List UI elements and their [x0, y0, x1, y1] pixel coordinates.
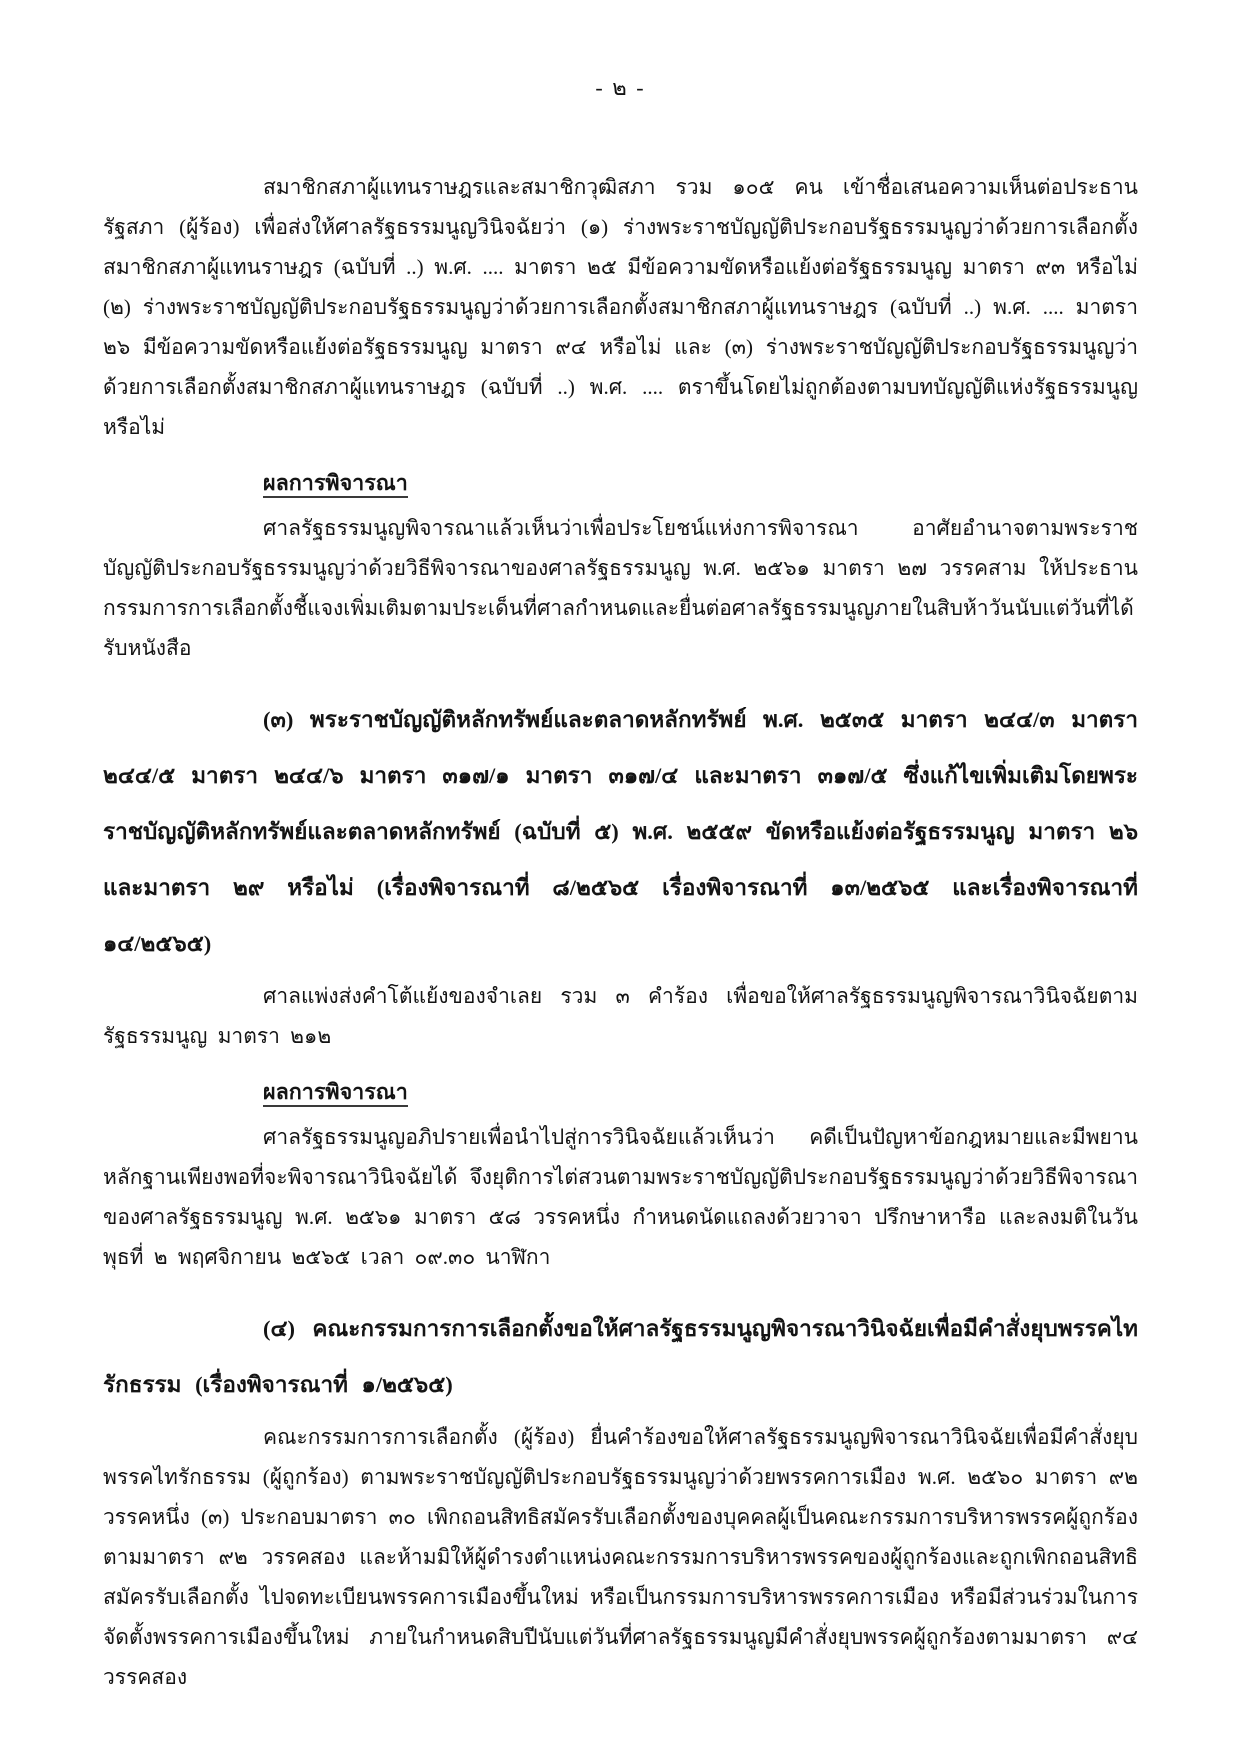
result-heading-row-1	[263, 463, 1138, 506]
result-heading-row-2	[263, 1072, 1138, 1115]
section-4-heading: (๔) คณะกรรมการการเลือกตั้งขอให้ศาลรัฐธรรมนูญพิจารณาวินิจฉัยเพื่อมีคำสั่งยุบพรรคไทรักธรรม (เรื่องพิจารณาที่ ๑/๒๕๖๕)	[103, 1316, 1138, 1397]
paragraph-civil-court: ศาลแพ่งส่งคำโต้แย้งของจำเลย รวม ๓ คำร้อง เพื่อขอให้ศาลรัฐธรรมนูญพิจารณาวินิจฉัยตามรัฐธรรมนูญ มาตรา ๒๑๒	[103, 984, 1138, 1048]
paragraph-result-1: ศาลรัฐธรรมนูญพิจารณาแล้วเห็นว่าเพื่อประโยชน์แห่งการพิจารณา อาศัยอำนาจตามพระราชบัญญัติประกอบรัฐธรรมนูญว่าด้วยวิธีพิจารณาของศาลรัฐธรรมนูญ พ.ศ. ๒๕๖๑ มาตรา ๒๗ วรรคสาม ให้ประธานกรรมการการเลือกตั้งชี้แจงเพิ่มเติมตามประเด็นที่ศาลกำหนดและยื่นต่อศาลรัฐธรรมนูญภายในสิบห้าวันนับแต่วันที่ได้รับหนังสือ	[103, 516, 1138, 660]
paragraph-party-dissolution: คณะกรรมการการเลือกตั้ง (ผู้ร้อง) ยื่นคำร้องขอให้ศาลรัฐธรรมนูญพิจารณาวินิจฉัยเพื่อมีคำสั่งยุบพรรคไทรักธรรม (ผู้ถูกร้อง) ตามพระราชบัญญัติประกอบรัฐธรรมนูญว่าด้วยพรรคการเมือง พ.ศ. ๒๕๖๐ มาตรา ๙๒ วรรคหนึ่ง (๓) ประกอบมาตรา ๓๐ เพิกถอนสิทธิสมัครรับเลือกตั้งของบุคคลผู้เป็นคณะกรรมการบริหารพรรคผู้ถูกร้องตามมาตรา ๙๒ วรรคสอง และห้ามมิให้ผู้ดำรงตำแหน่งคณะกรรมการบริหารพรรคของผู้ถูกร้องและถูกเพิกถอนสิทธิสมัครรับเลือกตั้ง ไปจดทะเบียนพรรคการเมืองขึ้นใหม่ หรือเป็นกรรมการบริหารพรรคการเมือง หรือมีส่วนร่วมในการจัดตั้งพรรคการเมืองขึ้นใหม่ ภายในกำหนดสิบปีนับแต่วันที่ศาลรัฐธรรมนูญมีคำสั่งยุบพรรคผู้ถูกร้องตามมาตรา ๙๔ วรรคสอง	[103, 1425, 1138, 1689]
section-3-heading: (๓) พระราชบัญญัติหลักทรัพย์และตลาดหลักทรัพย์ พ.ศ. ๒๕๓๕ มาตรา ๒๔๔/๓ มาตรา ๒๔๔/๕ มาตรา ๒๔๔/๖ มาตรา ๓๑๗/๑ มาตรา ๓๑๗/๔ และมาตรา ๓๑๗/๕ ซึ่งแก้ไขเพิ่มเติมโดยพระราชบัญญัติหลักทรัพย์และตลาดหลักทรัพย์ (ฉบับที่ ๕) พ.ศ. ๒๕๕๙ ขัดหรือแย้งต่อรัฐธรรมนูญ มาตรา ๒๖ และมาตรา ๒๙ หรือไม่ (เรื่องพิจารณาที่ ๘/๒๕๖๕ เรื่องพิจารณาที่ ๑๓/๒๕๖๕ และเรื่องพิจารณาที่ ๑๔/๒๕๖๕)	[103, 707, 1138, 956]
paragraph-petition-summary: สมาชิกสภาผู้แทนราษฎรและสมาชิกวุฒิสภา รวม ๑๐๕ คน เข้าชื่อเสนอความเห็นต่อประธานรัฐสภา (ผู้ร้อง) เพื่อส่งให้ศาลรัฐธรรมนูญวินิจฉัยว่า (๑) ร่างพระราชบัญญัติประกอบรัฐธรรมนูญว่าด้วยการเลือกตั้งสมาชิกสภาผู้แทนราษฎร (ฉบับที่ ..) พ.ศ. .... มาตรา ๒๕ มีข้อความขัดหรือแย้งต่อรัฐธรรมนูญ มาตรา ๙๓ หรือไม่ (๒) ร่างพระราชบัญญัติประกอบรัฐธรรมนูญว่าด้วยการเลือกตั้งสมาชิกสภาผู้แทนราษฎร (ฉบับที่ ..) พ.ศ. .... มาตรา ๒๖ มีข้อความขัดหรือแย้งต่อรัฐธรรมนูญ มาตรา ๙๔ หรือไม่ และ (๓) ร่างพระราชบัญญัติประกอบรัฐธรรมนูญว่าด้วยการเลือกตั้งสมาชิกสภาผู้แทนราษฎร (ฉบับที่ ..) พ.ศ. .... ตราขึ้นโดยไม่ถูกต้องตามบทบัญญัติแห่งรัฐธรรมนูญ หรือไม่	[103, 175, 1138, 439]
result-heading-1: ผลการพิจารณา	[263, 471, 408, 498]
page-number: - ๒ -	[595, 75, 646, 100]
result-heading-2: ผลการพิจารณา	[263, 1080, 408, 1107]
paragraph-result-2: ศาลรัฐธรรมนูญอภิปรายเพื่อนำไปสู่การวินิจฉัยแล้วเห็นว่า คดีเป็นปัญหาข้อกฎหมายและมีพยานหลักฐานเพียงพอที่จะพิจารณาวินิจฉัยได้ จึงยุติการไต่สวนตามพระราชบัญญัติประกอบรัฐธรรมนูญว่าด้วยวิธีพิจารณาของศาลรัฐธรรมนูญ พ.ศ. ๒๕๖๑ มาตรา ๕๘ วรรคหนึ่ง กำหนดนัดแถลงด้วยวาจา ปรึกษาหารือ และลงมติในวันพุธที่ ๒ พฤศจิกายน ๒๕๖๕ เวลา ๐๙.๓๐ นาฬิกา	[103, 1125, 1138, 1269]
